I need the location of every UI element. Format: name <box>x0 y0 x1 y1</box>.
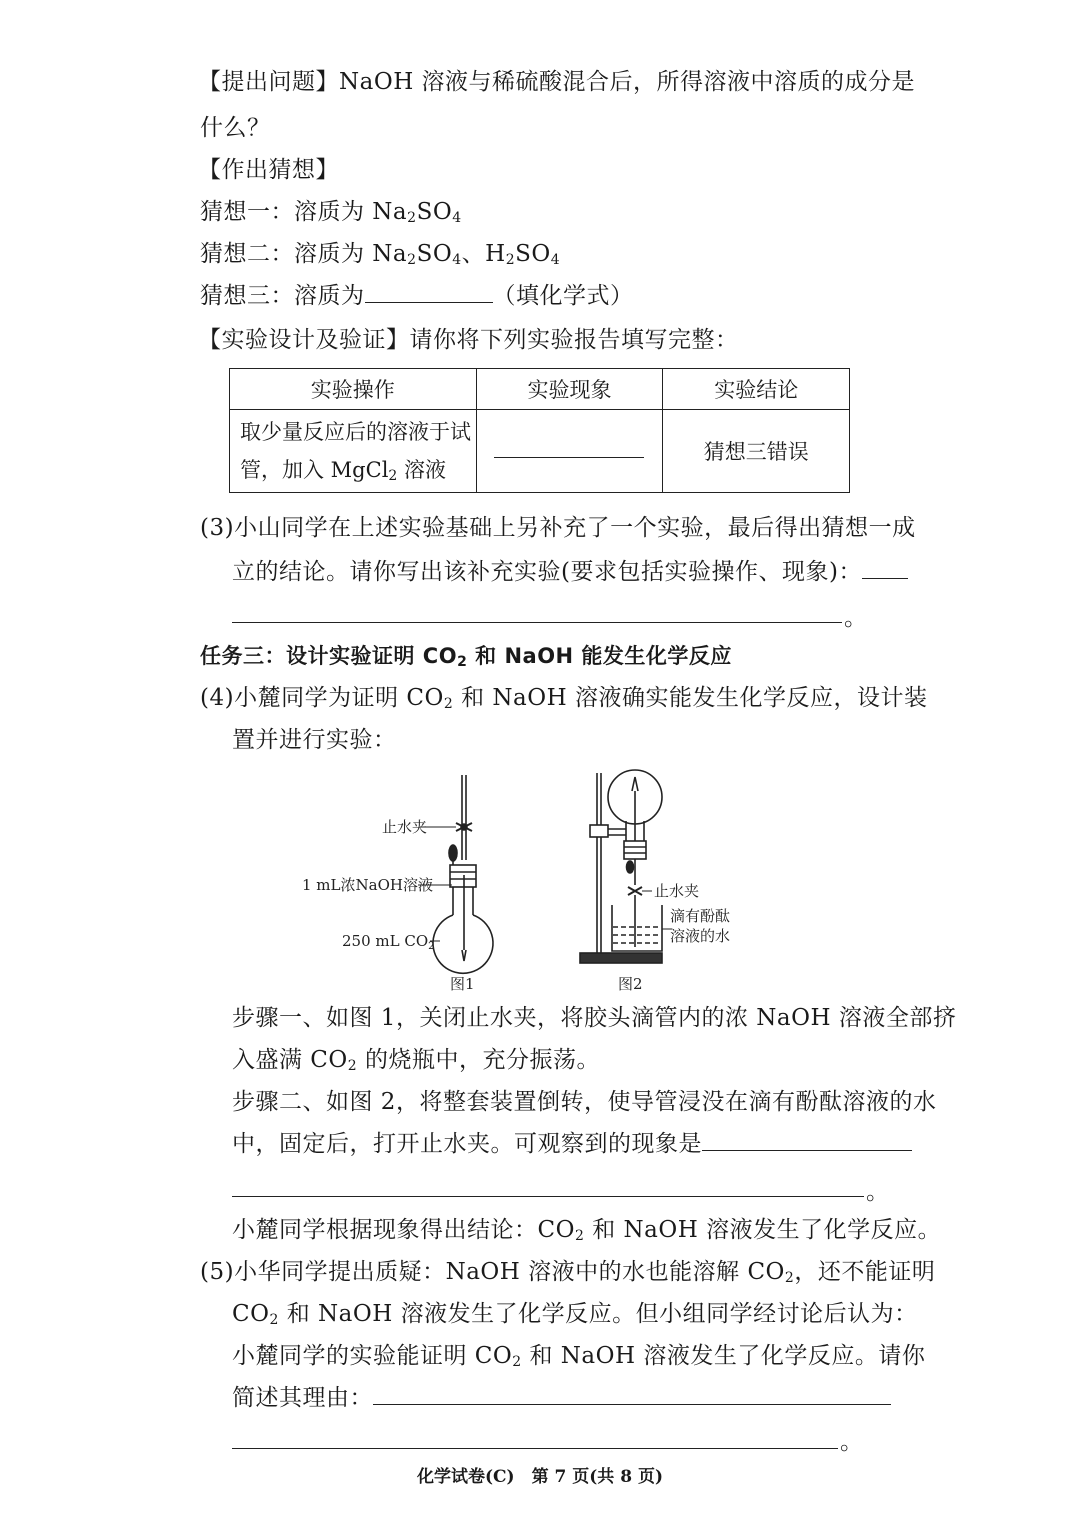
step2-line-2: 中，固定后，打开止水夹。可观察到的现象是 <box>232 1128 912 1160</box>
q3-answer-blank-1[interactable] <box>862 556 908 579</box>
design-line: 【实验设计及验证】请你将下列实验报告填写完整： <box>198 327 739 353</box>
q5-line-1: (5)小华同学提出质疑：NaOH 溶液中的水也能溶解 $CO_2$，还不能证明 <box>200 1259 936 1286</box>
task3-heading: 任务三：设计实验证明 $CO_2$ 和 NaOH 能发生化学反应 <box>200 644 732 670</box>
step2-line-1: 步骤二、如图 2，将整套装置倒转，使导管浸没在滴有酚酞溶液的水 <box>232 1089 937 1115</box>
header-conclusion: 实验结论 <box>663 369 850 410</box>
table-row <box>230 410 850 493</box>
phenomenon-blank-line[interactable] <box>494 447 644 458</box>
q3-line-1: (3)小山同学在上述实验基础上另补充了一个实验，最后得出猜想一成 <box>200 515 916 541</box>
header-phenomenon: 实验现象 <box>476 369 663 410</box>
step2-period: 。 <box>866 1179 889 1205</box>
q4-line-2: 置并进行实验： <box>232 727 397 753</box>
question-line-2: 什么？ <box>200 115 271 141</box>
q3-period: 。 <box>844 605 867 631</box>
cell-phenomenon-blank[interactable] <box>476 410 663 493</box>
cell-conclusion: 猜想三错误 <box>663 410 850 493</box>
hypothesis-2: 猜想二：溶质为 $Na_2SO_4$、$H_2SO_4$ <box>200 241 561 268</box>
question-line-1 <box>198 66 915 98</box>
q5-answer-blank-1[interactable] <box>373 1382 891 1405</box>
q5-period: 。 <box>840 1429 863 1455</box>
label-fig2: 图2 <box>618 975 643 993</box>
q5-line-3: 小麓同学的实验能证明 $CO_2$ 和 NaOH 溶液发生了化学反应。请你 <box>232 1343 926 1370</box>
label-water-1: 滴有酚酞 <box>670 907 731 925</box>
page-footer: 化学试卷(C) 第 7 页(共 8 页) <box>416 1467 664 1487</box>
q5-answer-blank-2[interactable] <box>232 1448 838 1449</box>
hypothesis-3-blank[interactable] <box>365 280 493 303</box>
step1-line-1: 步骤一、如图 1，关闭止水夹，将胶头滴管内的浓 NaOH 溶液全部挤 <box>232 1005 957 1031</box>
conclusion-line: 小麓同学根据现象得出结论：$CO_2$ 和 NaOH 溶液发生了化学反应。 <box>232 1217 942 1244</box>
label-co2: 250 mL $CO_2$ <box>342 932 435 952</box>
q3-line-2: 立的结论。请你写出该补充实验(要求包括实验操作、现象)： <box>232 556 908 588</box>
label-clamp-1: 止水夹 <box>382 818 428 836</box>
q5-line-4: 简述其理由： <box>232 1382 891 1414</box>
q3-answer-blank-2[interactable] <box>232 622 842 623</box>
step1-line-2: 入盛满 $CO_2$ 的烧瓶中，充分振荡。 <box>232 1047 600 1074</box>
table-header-row <box>230 369 850 410</box>
apparatus-figure <box>290 765 760 995</box>
label-naoh: 1 mL浓NaOH溶液 <box>302 876 433 894</box>
label-fig1: 图1 <box>450 975 475 993</box>
question-text: NaOH 溶液与稀硫酸混合后，所得溶液中溶质的成分是 <box>339 69 916 95</box>
label-water-2: 溶液的水 <box>670 927 731 945</box>
header-operation: 实验操作 <box>230 369 477 410</box>
figure-2-inverted-flask <box>580 770 672 963</box>
q5-line-2: $CO_2$ 和 NaOH 溶液发生了化学反应。但小组同学经讨论后认为： <box>232 1301 918 1328</box>
label-clamp-2: 止水夹 <box>654 882 700 900</box>
hypothesis-tag: 【作出猜想】 <box>198 157 339 183</box>
hypothesis-1: 猜想一：溶质为 $Na_2SO_4$ <box>200 199 462 226</box>
cell-operation: 取少量反应后的溶液于试 管，加入 MgCl$_2$ 溶液 <box>230 410 477 493</box>
step2-answer-blank-2[interactable] <box>232 1196 864 1197</box>
experiment-report-table <box>229 368 850 493</box>
hypothesis-3: 猜想三：溶质为 （填化学式） <box>200 280 634 312</box>
q4-line-1: (4)小麓同学为证明 $CO_2$ 和 NaOH 溶液确实能发生化学反应，设计装 <box>200 685 928 712</box>
question-tag: 【提出问题】 <box>198 69 339 95</box>
step2-answer-blank-1[interactable] <box>702 1128 912 1151</box>
